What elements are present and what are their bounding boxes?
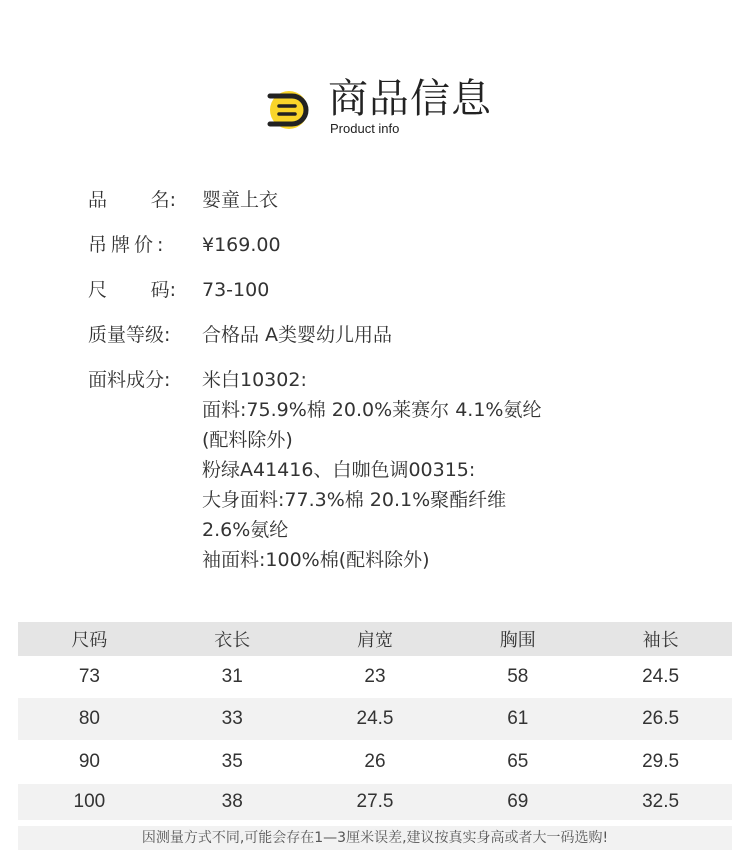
table-cell: 29.5 <box>642 751 680 772</box>
table-header-cell: 肩宽 <box>356 630 393 651</box>
table-cell: 69 <box>507 791 529 812</box>
fabric-line: 2.6%氨纶 <box>202 519 289 541</box>
document-lines-icon <box>262 86 312 132</box>
info-row-size <box>88 275 269 305</box>
table-row <box>18 656 732 698</box>
table-header-row <box>18 622 732 656</box>
table-header-cell: 尺码 <box>71 630 108 651</box>
label-char: 品 <box>88 189 108 211</box>
fabric-line: 粉绿A41416、白咖色调00315: <box>202 459 476 481</box>
info-row-name <box>88 185 278 215</box>
table-row <box>18 784 732 820</box>
info-row-price <box>88 230 281 260</box>
info-label-fabric: 面料成分: <box>88 369 171 391</box>
table-cell: 27.5 <box>356 791 394 812</box>
table-cell: 26 <box>364 751 386 772</box>
table-cell: 90 <box>78 751 100 772</box>
table-header-cell: 胸围 <box>499 630 536 651</box>
fabric-line: 大身面料:77.3%棉 20.1%聚酯纤维 <box>202 489 507 511</box>
label-char: 码: <box>150 279 176 301</box>
page-subtitle: Product info <box>330 121 400 136</box>
info-row-fabric <box>88 365 541 575</box>
table-header-cell: 衣长 <box>214 630 251 651</box>
page-title: 商品信息 <box>328 76 492 122</box>
info-label-price: 吊牌价: <box>88 234 168 256</box>
table-cell: 61 <box>507 708 529 729</box>
table-cell: 65 <box>507 751 529 772</box>
fabric-line: (配料除外) <box>202 429 293 451</box>
info-label-grade: 质量等级: <box>88 324 171 346</box>
table-cell: 100 <box>73 791 106 812</box>
table-row <box>18 698 732 740</box>
section-header <box>262 72 502 142</box>
fabric-line: 袖面料:100%棉(配料除外) <box>202 549 430 571</box>
info-label-size <box>88 275 202 305</box>
info-label-name <box>88 185 202 215</box>
info-value-fabric <box>202 365 541 575</box>
table-cell: 31 <box>221 666 243 687</box>
fabric-line: 米白10302: <box>202 369 307 391</box>
table-cell: 26.5 <box>642 708 680 729</box>
table-row <box>18 740 732 784</box>
measurement-note: 因测量方式不同,可能会存在1—3厘米误差,建议按真实身高或者大一码选购! <box>18 826 732 850</box>
table-cell: 23 <box>364 666 386 687</box>
table-cell: 24.5 <box>356 708 394 729</box>
info-value-name: 婴童上衣 <box>202 189 279 211</box>
label-char: 名: <box>150 189 176 211</box>
table-cell: 58 <box>507 666 529 687</box>
table-cell: 38 <box>221 791 243 812</box>
info-value-price: ¥169.00 <box>202 234 281 256</box>
size-table <box>18 622 732 820</box>
info-row-grade <box>88 320 392 350</box>
fabric-line: 面料:75.9%棉 20.0%莱赛尔 4.1%氨纶 <box>202 399 542 421</box>
table-cell: 32.5 <box>642 791 680 812</box>
table-cell: 24.5 <box>642 666 680 687</box>
table-header-cell: 袖长 <box>642 630 679 651</box>
table-cell: 80 <box>78 708 100 729</box>
table-cell: 35 <box>221 751 243 772</box>
table-cell: 33 <box>221 708 243 729</box>
info-value-grade: 合格品 A类婴幼儿用品 <box>202 324 393 346</box>
info-value-size: 73-100 <box>202 279 270 301</box>
table-cell: 73 <box>78 666 100 687</box>
label-char: 尺 <box>88 279 108 301</box>
